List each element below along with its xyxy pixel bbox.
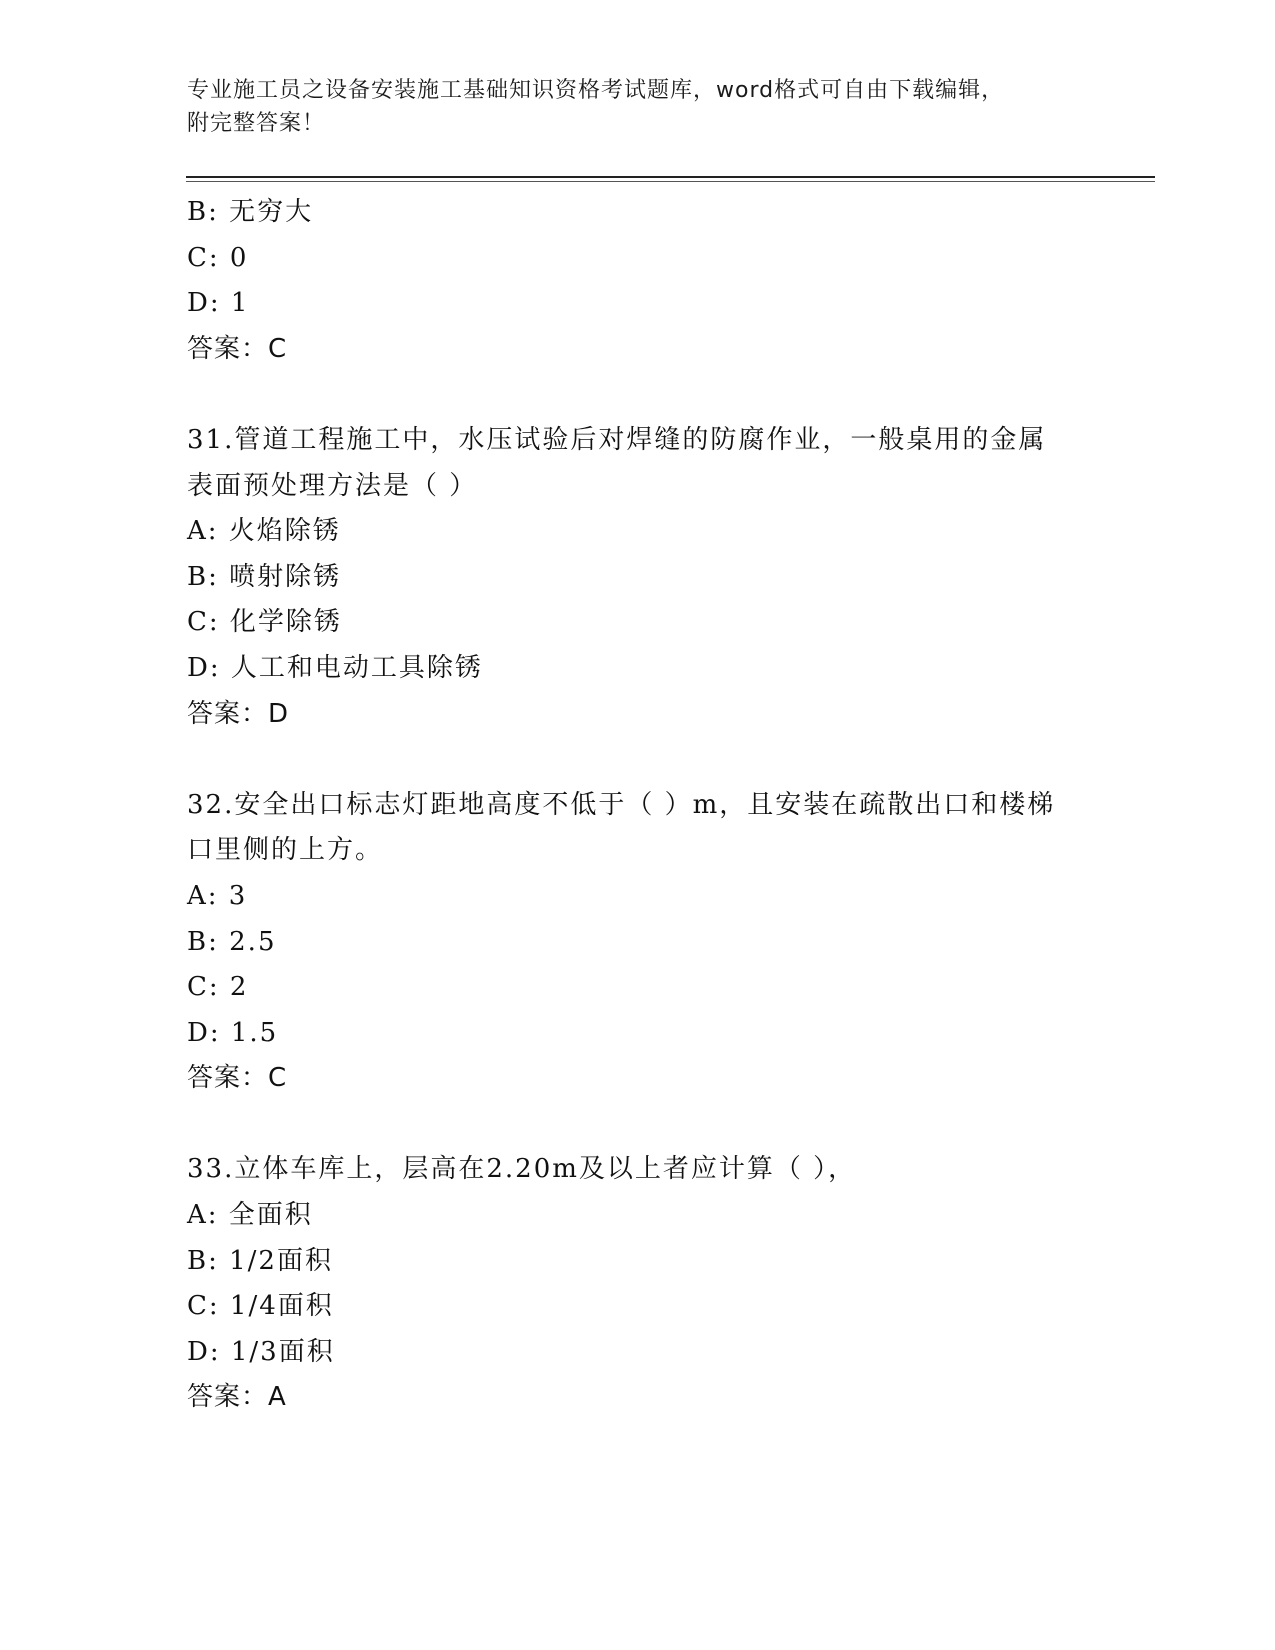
question-spacer xyxy=(187,737,1087,783)
option-d: D: 1 xyxy=(187,288,250,319)
option-b: B: 喷射除锈 xyxy=(187,561,342,592)
option-c: C: 0 xyxy=(187,242,249,273)
header-divider-thick xyxy=(186,176,1155,178)
option-b: B: 无穷大 xyxy=(187,197,314,227)
option-d: D: 1/3面积 xyxy=(187,1336,335,1367)
answer-line: 答案：C xyxy=(187,333,288,364)
header-title-line-1: 专业施工员之设备安装施工基础知识资格考试题库，word格式可自由下载编辑， xyxy=(187,78,1005,103)
question-text-line-2: 口里侧的上方。 xyxy=(187,835,384,866)
option-c: C: 化学除锈 xyxy=(187,607,342,638)
answer-line: 答案：A xyxy=(187,1382,287,1413)
answer-line: 答案：C xyxy=(187,1063,288,1094)
answer-line: 答案：D xyxy=(187,698,290,729)
question-33 xyxy=(187,1147,1087,1421)
header-title-line-2: 附完整答案！ xyxy=(187,111,326,136)
option-b: B: 1/2面积 xyxy=(187,1245,333,1276)
option-b: B: 2.5 xyxy=(187,926,277,957)
option-a: A: 全面积 xyxy=(187,1200,313,1231)
header-divider-thin xyxy=(186,181,1155,182)
question-text-line-1: 33.立体车库上，层高在2.20m及以上者应计算（ ）， xyxy=(187,1154,857,1185)
option-d: D: 1.5 xyxy=(187,1017,279,1048)
question-text-line-1: 31.管道工程施工中，水压试验后对焊缝的防腐作业，一般桌用的金属 xyxy=(187,424,1047,455)
option-c: C: 1/4面积 xyxy=(187,1291,334,1322)
question-32 xyxy=(187,783,1087,1102)
option-a: A: 3 xyxy=(187,880,248,911)
option-d: D: 人工和电动工具除锈 xyxy=(187,652,483,683)
question-spacer xyxy=(187,372,1087,418)
question-text-line-2: 表面预处理方法是（ ） xyxy=(187,470,478,501)
question-31 xyxy=(187,418,1087,737)
question-text-line-1: 32.安全出口标志灯距地高度不低于（ ）m，且安装在疏散出口和楼梯 xyxy=(187,789,1056,820)
question-list xyxy=(187,190,1087,1421)
option-a: A: 火焰除锈 xyxy=(187,516,341,547)
question-spacer xyxy=(187,1102,1087,1148)
question-30-continued xyxy=(187,190,1087,372)
page-header xyxy=(187,74,1087,140)
option-c: C: 2 xyxy=(187,972,249,1003)
